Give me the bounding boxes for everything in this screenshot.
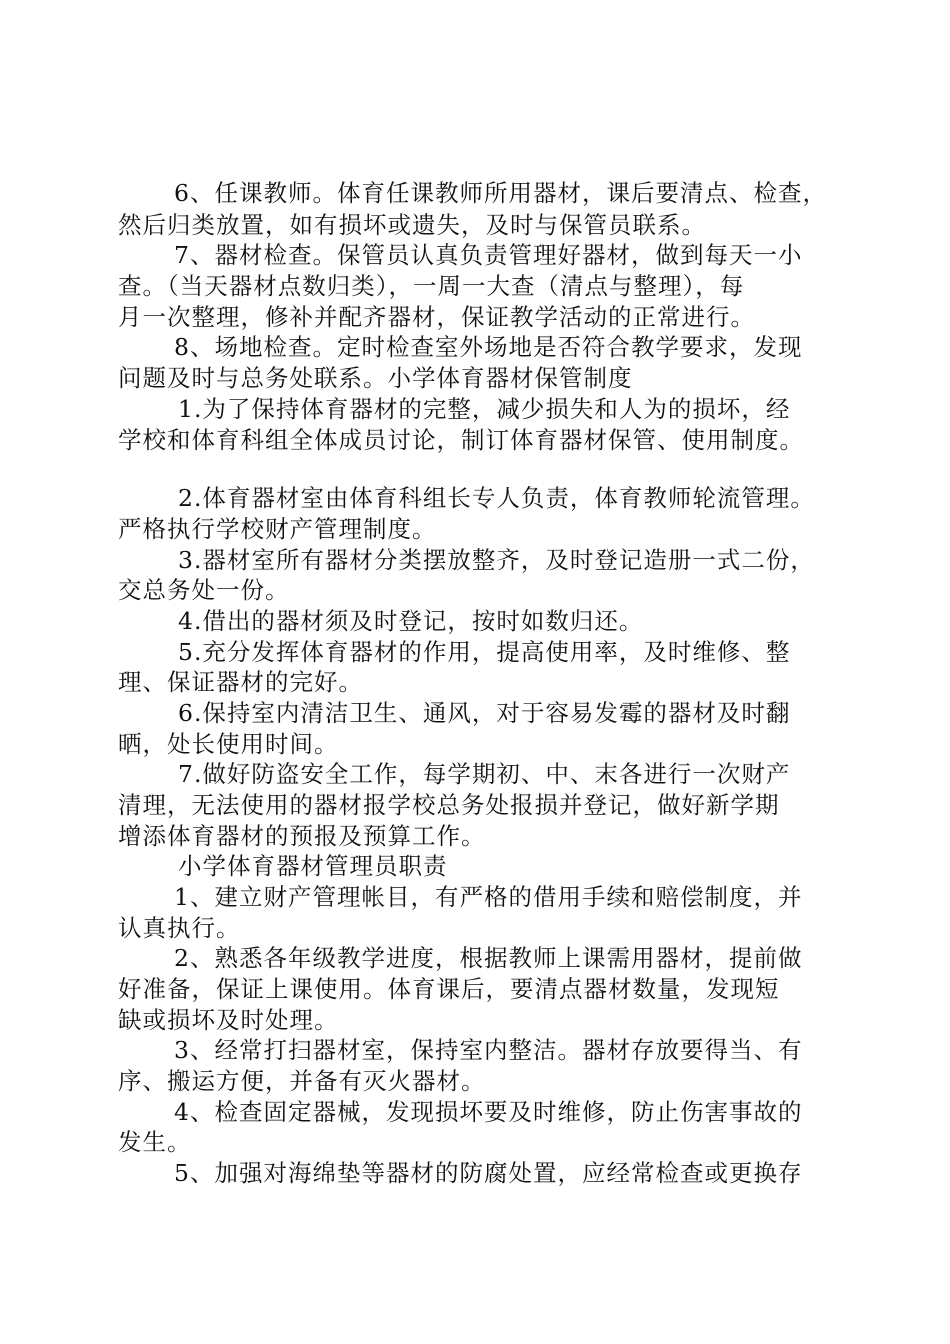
text-line: 2.体育器材室由体育科组长专人负责，体育教师轮流管理。	[178, 484, 815, 512]
text-line: 1、建立财产管理帐目，有严格的借用手续和赔偿制度，并	[174, 883, 803, 911]
text-line: 6.保持室内清洁卫生、通风，对于容易发霉的器材及时翻	[178, 699, 791, 727]
text-line: 交总务处一份。	[118, 576, 290, 604]
text-line: 缺或损坏及时处理。	[118, 1006, 339, 1034]
text-line: 6、任课教师。体育任课教师所用器材，课后要清点、检查，	[174, 179, 827, 207]
text-line: 5.充分发挥体育器材的作用，提高使用率，及时维修、整	[178, 638, 791, 666]
text-line: 严格执行学校财产管理制度。	[118, 515, 437, 543]
text-line: 8、场地检查。定时检查室外场地是否符合教学要求，发现	[174, 333, 803, 361]
text-line: 3.器材室所有器材分类摆放整齐，及时登记造册一式二份，	[178, 546, 815, 574]
text-line: 7.做好防盗安全工作，每学期初、中、末各进行一次财产	[178, 760, 791, 788]
text-line: 4、检查固定器械，发现损坏要及时维修，防止伤害事故的	[174, 1098, 803, 1126]
text-line: 清理，无法使用的器材报学校总务处报损并登记，做好新学期	[118, 791, 780, 819]
text-line: 2、熟悉各年级教学进度，根据教师上课需用器材，提前做	[174, 944, 803, 972]
text-line: 问题及时与总务处联系。小学体育器材保管制度	[118, 364, 633, 392]
text-line: 查。（当天器材点数归类），一周一大查（清点与整理），每	[118, 272, 745, 300]
text-line: 月一次整理，修补并配齐器材，保证教学活动的正常进行。	[118, 303, 755, 331]
text-line: 好准备，保证上课使用。体育课后，要清点器材数量，发现短	[118, 975, 780, 1003]
text-line: 增添体育器材的预报及预算工作。	[118, 822, 486, 850]
text-line: 7、器材检查。保管员认真负责管理好器材，做到每天一小	[174, 241, 803, 269]
text-line: 认真执行。	[118, 914, 241, 942]
text-line: 晒，处长使用时间。	[118, 730, 339, 758]
text-line: 3、经常打扫器材室，保持室内整洁。器材存放要得当、有	[174, 1036, 803, 1064]
text-line: 发生。	[118, 1128, 192, 1156]
text-line: 4.借出的器材须及时登记，按时如数归还。	[178, 607, 644, 635]
text-line: 小学体育器材管理员职责	[178, 852, 448, 880]
text-line: 5、加强对海绵垫等器材的防腐处置，应经常检查或更换存	[174, 1159, 803, 1187]
text-line: 学校和体育科组全体成员讨论，制订体育器材保管、使用制度。	[118, 426, 804, 454]
text-line: 然后归类放置，如有损坏或遗失，及时与保管员联系。	[118, 211, 706, 239]
text-line: 理、保证器材的完好。	[118, 668, 363, 696]
text-line: 序、搬运方便，并备有灭火器材。	[118, 1067, 486, 1095]
text-line: 1.为了保持体育器材的完整，减少损失和人为的损坏，经	[178, 395, 791, 423]
